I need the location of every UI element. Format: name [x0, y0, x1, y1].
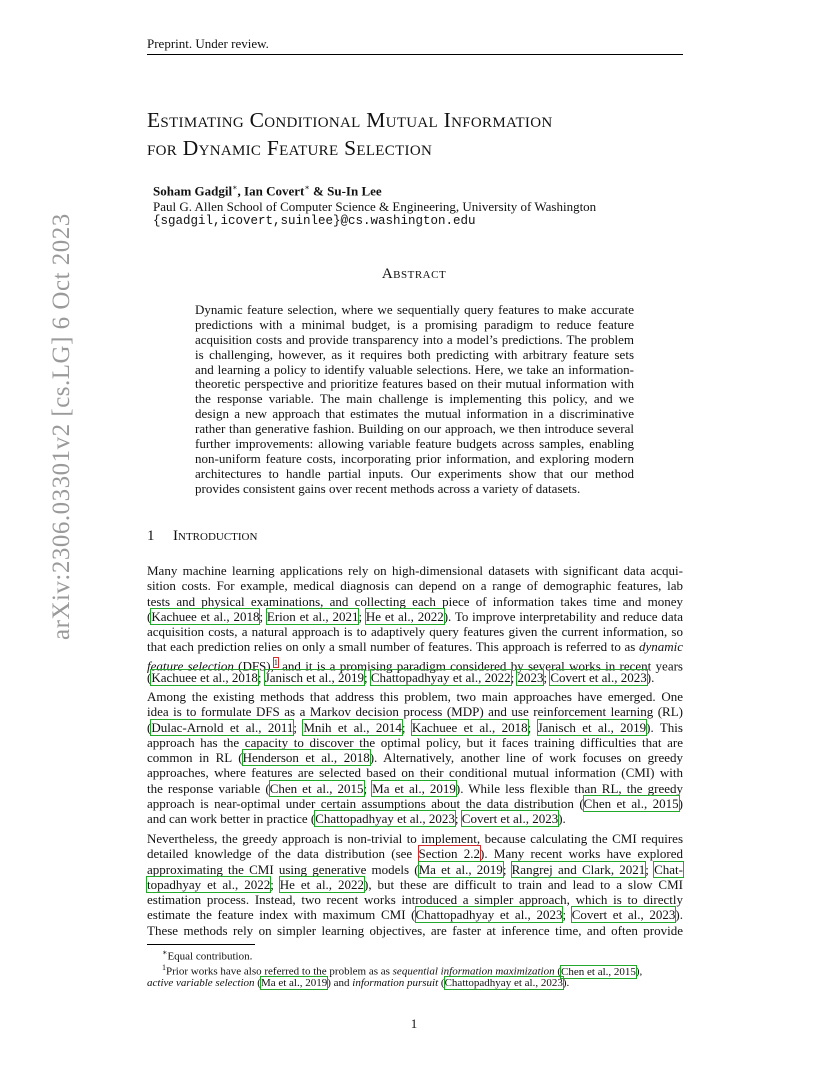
- equal-contribution-mark: ∗: [232, 183, 238, 192]
- citation-link[interactable]: Janisch et al., 2019: [537, 719, 647, 735]
- text-line: approach is near-optimal under certain assumptions about the data distribution (Chen et al., 2015): [147, 796, 683, 812]
- arxiv-identifier-stamp: arXiv:2306.03301v2 [cs.LG] 6 Oct 2023: [48, 213, 75, 640]
- abstract-line: acquisition costs and provide transparency into a model’s predictions. The problem: [195, 331, 634, 347]
- footnote-mark: 1: [162, 963, 166, 972]
- text-fragment: ). This: [646, 719, 683, 735]
- section-number: 1: [147, 528, 155, 544]
- text-line: (Kachuee et al., 2018; Janisch et al., 2019; Chattopadhyay et al., 2022; 2023; Covert et al., 2023).: [147, 670, 655, 686]
- running-header: Preprint. Under review.: [147, 36, 269, 51]
- title-line-2: for Dynamic Feature Selection: [147, 136, 433, 160]
- citation-link[interactable]: Ma et al., 2019: [260, 977, 328, 989]
- abstract-line: architectures to handle partial inputs. Our experiments show that our method: [195, 465, 634, 481]
- text-line: estimation process. Instead, two recent works introduced a simpler approach, which is to directly: [147, 892, 683, 908]
- text-line: topadhyay et al., 2022; He et al., 2022), but these are difficult to train and lead to a slow CMI: [147, 876, 683, 892]
- text-line: [147, 750, 683, 765]
- page-number: 1: [410, 1016, 418, 1031]
- text-line: sition costs. For example, medical diagnosis can depend on a range of demographic features, lab: [147, 578, 683, 594]
- text-line: tests and physical examinations, and collecting each piece of information takes time and money: [147, 593, 683, 609]
- text-fragment: that each prediction relies on only a small number of features. This approach is referred to as: [147, 639, 636, 655]
- text-line: Many machine learning applications rely on high-dimensional datasets with significant data acqui-: [147, 563, 683, 578]
- emphasis: feature selection: [147, 658, 234, 674]
- citation-link[interactable]: Dulac-Arnold et al., 2011: [151, 719, 294, 735]
- abstract-line: the response variable. The main challenge is implementing this policy, and we: [195, 391, 634, 407]
- citation-link[interactable]: Ma et al., 2019: [418, 861, 503, 877]
- citation-link[interactable]: Covert et al., 2023: [571, 907, 676, 923]
- citation-link[interactable]: Covert et al., 2023: [550, 670, 647, 686]
- text-line: idea is to formulate DFS as a Markov decision process (MDP) and use reinforcement learning (RL): [147, 704, 683, 720]
- text-fragment: and it is a promising paradigm considered by several works in recent years: [277, 658, 683, 674]
- citation-link[interactable]: Chen et al., 2015: [561, 965, 636, 978]
- footnote-mark: ∗: [162, 948, 168, 957]
- author-list: [153, 183, 382, 199]
- citation-link[interactable]: topadhyay et al., 2022: [147, 876, 271, 892]
- text-fragment: detailed knowledge of the data distribution (see: [147, 846, 419, 862]
- intro-paragraph-1: [147, 563, 683, 685]
- text-fragment: estimate the feature index with maximum CMI (: [147, 907, 416, 923]
- citation-link[interactable]: He et al., 2022: [365, 608, 444, 624]
- footnote-1-continued: active variable selection (Ma et al., 2019) and information pursuit (Chattopadhyay et al., 2023).: [147, 977, 570, 989]
- abstract-line: design a new approach that estimates the mutual information in a discriminative: [195, 406, 634, 422]
- text-line: approach has the capacity to discover the optimal policy, but it faces training difficulties that are: [147, 734, 683, 750]
- text-line: Among the existing methods that address this problem, two main approaches have emerged. One: [147, 689, 683, 704]
- section-title: Introduction: [173, 528, 258, 544]
- abstract-body: [195, 303, 634, 497]
- abstract-line: further improvements: allowing variable feature budgets across samples, enabling: [195, 436, 634, 452]
- citation-link[interactable]: He et al., 2022: [279, 876, 364, 892]
- citation-link[interactable]: Rangrej and Clark, 2021: [511, 861, 646, 877]
- author-separator: &: [309, 183, 328, 199]
- text-fragment: ). Alternatively, another line of work focuses on greedy: [369, 750, 683, 766]
- affiliation: Paul G. Allen School of Computer Science & Engineering, University of Washington: [153, 199, 597, 214]
- header-rule: [147, 54, 683, 55]
- section-link[interactable]: Section 2.2: [418, 846, 481, 862]
- emphasis: information pursuit: [352, 977, 439, 989]
- text-fragment: ). While less flexible than RL, the greedy: [455, 780, 683, 796]
- footnote-text: Prior works have also referred to the problem as as: [166, 965, 393, 978]
- emphasis: dynamic: [638, 639, 684, 655]
- text-line: [147, 655, 683, 674]
- footnote-text: Equal contribution.: [167, 950, 253, 963]
- citation-link[interactable]: Kachuee et al., 2018: [151, 670, 258, 686]
- citation-link[interactable]: Chattopadhyay et al., 2023: [415, 907, 563, 923]
- text-fragment: the response variable (: [147, 780, 270, 796]
- abstract-line: predictions with a minimal budget, is a promising paradigm to reduce feature: [195, 316, 634, 332]
- paper-title: [147, 106, 707, 162]
- text-fragment: common in RL (: [147, 750, 243, 766]
- citation-link[interactable]: Ma et al., 2019: [372, 780, 456, 796]
- abstract-line: provides consistent gains over recent methods across a variety of datasets.: [195, 480, 581, 496]
- citation-link[interactable]: Chattopadhyay et al., 2023: [315, 811, 455, 827]
- citation-link[interactable]: Mnih et al., 2014: [303, 719, 402, 735]
- citation-link[interactable]: Kachuee et al., 2018: [151, 608, 260, 624]
- text-fragment: and can work better in practice (: [147, 811, 316, 827]
- title-line-1: Estimating Conditional Mutual Information: [147, 108, 553, 132]
- text-fragment: ), but these are difficult to train and lead to a slow CMI: [364, 876, 683, 892]
- text-line: These methods rely on simpler learning objectives, are faster at inference time, and often provide: [147, 922, 683, 938]
- citation-link[interactable]: Janisch et al., 2019: [264, 670, 364, 686]
- text-line: (Dulac-Arnold et al., 2011; Mnih et al., 2014; Kachuee et al., 2018; Janisch et al., 2019). This: [147, 719, 683, 735]
- citation-link[interactable]: Chen et al., 2015: [269, 780, 364, 796]
- author-separator: ,: [237, 183, 245, 199]
- abstract-line: rather than generative fashion. Building on our approach, we then introduce several: [195, 421, 634, 437]
- text-fragment: (DFS),: [233, 658, 274, 674]
- equal-contribution-mark: ∗: [304, 183, 310, 192]
- abstract-line: and learning a policy to identify valuable selections. Here, we take an information-: [195, 361, 634, 377]
- citation-link[interactable]: Chat-: [654, 861, 683, 877]
- footnote-link[interactable]: 1: [273, 657, 278, 667]
- text-fragment: ). Many recent works have explored: [480, 846, 683, 862]
- text-fragment: approach is near-optimal under certain assumptions about the data distribution (: [147, 796, 584, 812]
- text-line: estimate the feature index with maximum CMI (Chattopadhyay et al., 2023; Covert et al., 2023).: [147, 907, 683, 923]
- author-emails[interactable]: {sgadgil,icovert,suinlee}@cs.washington.edu: [153, 214, 476, 228]
- abstract-line: Dynamic feature selection, where we sequentially query features to make accurate: [195, 302, 634, 317]
- text-line: approaches, where features are selected based on their conditional mutual information (CMI) with: [147, 765, 683, 781]
- text-line: acquisition costs, a natural approach is to adaptively query features given the current information, so: [147, 624, 683, 640]
- author-name: Ian Covert: [244, 183, 305, 199]
- text-line: approximating the CMI using generative models (Ma et al., 2019; Rangrej and Clark, 2021; Chat-: [147, 861, 683, 877]
- intro-paragraph-3: [147, 831, 683, 938]
- emphasis: sequential information maximization: [392, 965, 555, 978]
- citation-link[interactable]: Erion et al., 2021: [266, 608, 359, 624]
- footnote-text: and: [330, 977, 353, 989]
- citation-link[interactable]: Covert et al., 2023: [461, 811, 559, 827]
- abstract-line: theoretic perspective and prioritize features based on their mutual information with: [195, 376, 634, 392]
- text-line: [147, 846, 683, 861]
- citation-link[interactable]: Henderson et al., 2018: [242, 750, 370, 766]
- author-name: Su-In Lee: [327, 183, 382, 199]
- text-line: Nevertheless, the greedy approach is non-trivial to implement, because calculating the CMI requires: [147, 831, 683, 846]
- footnote-1: $^1$Prior works have also referred to the problem as as sequential information maximization (Chen et al., 2015),: [162, 963, 643, 978]
- author-name: Soham Gadgil: [153, 183, 233, 199]
- text-line: the response variable (Chen et al., 2015; Ma et al., 2019). While less flexible than RL, the greedy: [147, 780, 683, 796]
- intro-paragraph-2: [147, 689, 683, 827]
- abstract-heading: Abstract: [381, 266, 447, 282]
- citation-link[interactable]: Chen et al., 2015: [583, 796, 679, 812]
- section-heading-introduction: [147, 528, 257, 545]
- text-line: (Kachuee et al., 2018; Erion et al., 2021; He et al., 2022). To improve interpretability and reduce data: [147, 608, 684, 624]
- emphasis: active variable selection: [147, 977, 255, 989]
- abstract-line: non-uniform feature costs, incorporating prior information, and exploring modern: [195, 450, 634, 466]
- citation-link[interactable]: 2023: [517, 670, 544, 686]
- text-fragment: ). To improve interpretability and reduce data: [443, 608, 684, 624]
- text-line: [147, 639, 683, 654]
- text-line: and can work better in practice (Chattopadhyay et al., 2023; Covert et al., 2023).: [147, 811, 566, 827]
- citation-link[interactable]: Chattopadhyay et al., 2022: [370, 670, 511, 686]
- citation-link[interactable]: Kachuee et al., 2018: [411, 719, 528, 735]
- text-fragment: approximating the CMI using generative models (: [147, 861, 419, 877]
- footnote-rule: [147, 944, 255, 945]
- abstract-line: is challenging, however, as it requires both predicting with arbitrary feature sets: [195, 346, 634, 362]
- footnote-equal-contribution: [162, 948, 252, 963]
- citation-link[interactable]: Chattopadhyay et al., 2023: [444, 977, 563, 989]
